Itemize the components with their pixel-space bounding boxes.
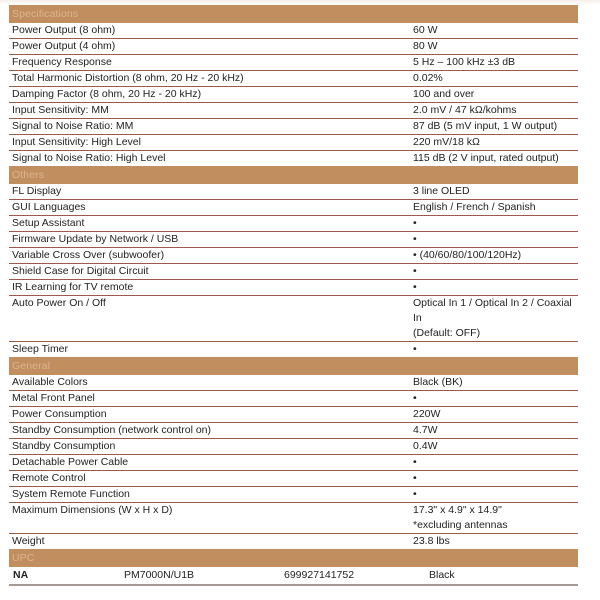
spec-value: Black (BK) — [413, 376, 463, 388]
spec-value: 4.7W — [413, 424, 438, 436]
section-header: General — [9, 357, 578, 375]
spec-value: 0.4W — [413, 440, 438, 452]
spec-value: 5 Hz – 100 kHz ±3 dB — [413, 56, 516, 68]
spec-value: 2.0 mV / 47 kΩ/kohms — [413, 104, 517, 116]
spec-row — [9, 216, 578, 232]
spec-label: Available Colors — [12, 376, 88, 388]
spec-label: Shield Case for Digital Circuit — [12, 265, 149, 277]
section-header: Specifications — [9, 5, 578, 23]
spec-row — [9, 55, 578, 71]
upc-region: NA — [13, 569, 29, 581]
spec-value: 220 mV/18 kΩ — [413, 136, 480, 148]
spec-row — [9, 264, 578, 280]
spec-label: Remote Control — [12, 472, 86, 484]
upc-color: Black — [429, 569, 455, 581]
spec-row — [9, 39, 578, 55]
spec-label: Damping Factor (8 ohm, 20 Hz - 20 kHz) — [12, 88, 202, 100]
section-header: UPC — [9, 549, 578, 567]
upc-code: 699927141752 — [284, 569, 355, 581]
spec-row — [9, 407, 578, 423]
spec-value: 17.3" x 4.9" x 14.9" *excluding antennas — [413, 504, 508, 531]
spec-label: Sleep Timer — [12, 343, 69, 355]
spec-value: 115 dB (2 V input, rated output) — [413, 152, 559, 164]
section-general — [9, 357, 578, 549]
spec-value: 220W — [413, 408, 441, 420]
spec-row — [9, 87, 578, 103]
spec-row — [9, 423, 578, 439]
spec-value: • — [413, 456, 417, 468]
spec-label: Power Output (8 ohm) — [12, 24, 116, 36]
spec-row — [9, 391, 578, 407]
spec-value: • — [413, 217, 417, 229]
section-header: Others — [9, 166, 578, 184]
upc-model: PM7000N/U1B — [124, 569, 195, 581]
spec-row — [9, 487, 578, 503]
spec-label: FL Display — [12, 185, 62, 197]
spec-value: 87 dB (5 mV input, 1 W output) — [413, 120, 558, 132]
upc-row — [9, 567, 578, 586]
spec-row — [9, 248, 578, 264]
section-specifications — [9, 5, 578, 166]
spec-row — [9, 296, 578, 342]
spec-label: Frequency Response — [12, 56, 112, 68]
spec-label: Detachable Power Cable — [12, 456, 129, 468]
spec-label: Standby Consumption — [12, 440, 116, 452]
spec-value: 60 W — [413, 24, 438, 36]
spec-row — [9, 200, 578, 216]
spec-label: Setup Assistant — [12, 217, 85, 229]
spec-label: Power Consumption — [12, 408, 107, 420]
spec-label: Input Sensitivity: MM — [12, 104, 109, 116]
spec-row — [9, 534, 578, 549]
spec-row — [9, 342, 578, 357]
spec-value: 23.8 lbs — [413, 535, 450, 547]
spec-value: 0.02% — [413, 72, 443, 84]
spec-label: IR Learning for TV remote — [12, 281, 134, 293]
spec-label: Total Harmonic Distortion (8 ohm, 20 Hz - 20 kHz) — [12, 72, 244, 84]
spec-value: 100 and over — [413, 88, 475, 100]
spec-row — [9, 375, 578, 391]
spec-label: Firmware Update by Network / USB — [12, 233, 179, 245]
spec-value: • — [413, 233, 417, 245]
spec-row — [9, 135, 578, 151]
section-upc — [9, 549, 578, 586]
spec-value: • — [413, 343, 417, 355]
spec-row — [9, 71, 578, 87]
spec-label: GUI Languages — [12, 201, 86, 213]
spec-value: • (40/60/80/100/120Hz) — [413, 249, 522, 261]
spec-value: 80 W — [413, 40, 438, 52]
spec-label: Signal to Noise Ratio: MM — [12, 120, 134, 132]
spec-label: Metal Front Panel — [12, 392, 95, 404]
spec-value: • — [413, 488, 417, 500]
spec-value: 3 line OLED — [413, 185, 470, 197]
spec-value: • — [413, 281, 417, 293]
spec-label: Input Sensitivity: High Level — [12, 136, 141, 148]
spec-label: Weight — [12, 535, 45, 547]
spec-row — [9, 23, 578, 39]
section-others — [9, 166, 578, 357]
spec-row — [9, 119, 578, 135]
spec-value: Optical In 1 / Optical In 2 / Coaxial In (Default: OFF) — [413, 297, 572, 339]
spec-row — [9, 503, 578, 534]
spec-value: • — [413, 392, 417, 404]
spec-label: Auto Power On / Off — [12, 297, 106, 309]
spec-label: System Remote Function — [12, 488, 130, 500]
spec-row — [9, 232, 578, 248]
spec-sheet — [9, 5, 578, 586]
spec-value: • — [413, 472, 417, 484]
spec-value: • — [413, 265, 417, 277]
spec-row — [9, 280, 578, 296]
spec-row — [9, 471, 578, 487]
spec-row — [9, 455, 578, 471]
spec-value: English / French / Spanish — [413, 201, 536, 213]
spec-row — [9, 151, 578, 166]
spec-label: Variable Cross Over (subwoofer) — [12, 249, 165, 261]
spec-row — [9, 439, 578, 455]
spec-label: Maximum Dimensions (W x H x D) — [12, 504, 173, 516]
spec-label: Power Output (4 ohm) — [12, 40, 116, 52]
spec-label: Signal to Noise Ratio: High Level — [12, 152, 166, 164]
spec-label: Standby Consumption (network control on) — [12, 424, 212, 436]
spec-row — [9, 103, 578, 119]
spec-row — [9, 184, 578, 200]
